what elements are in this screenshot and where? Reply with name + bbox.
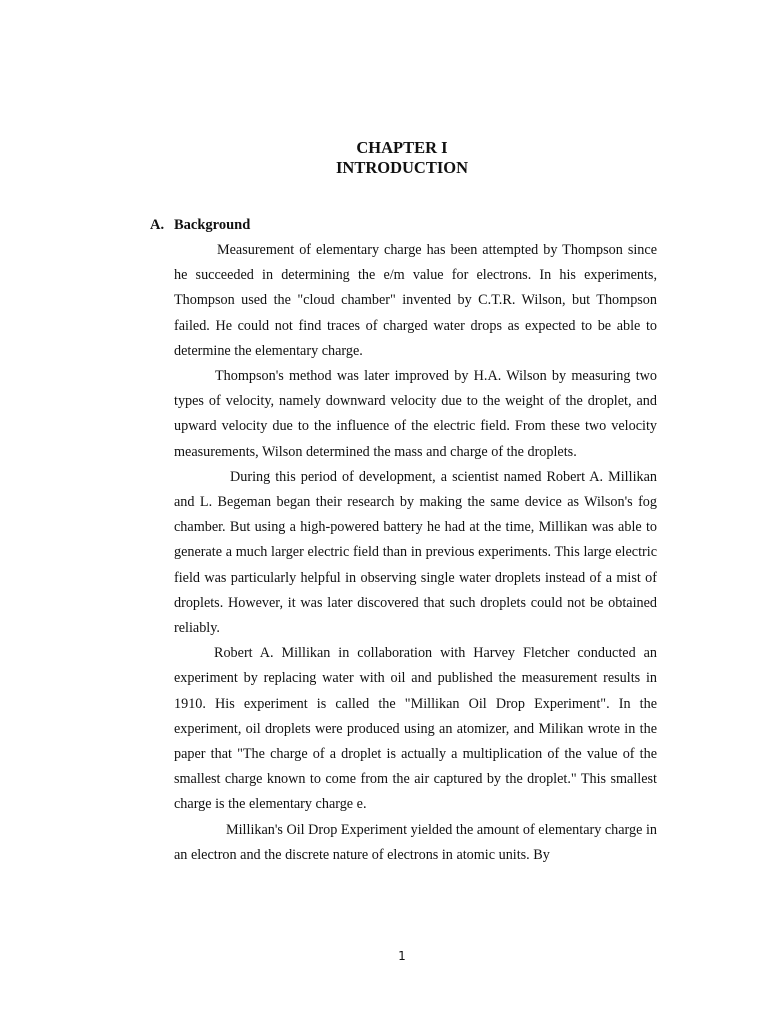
paragraph-5: Millikan's Oil Drop Experiment yielded the amount of elementary charge in an electron and the discrete nature of electrons in atomic units. By xyxy=(174,821,657,863)
paragraph-4: Robert A. Millikan in collaboration with Harvey Fletcher conducted an experiment by replacing water with oil and published the measurement results in 1910. His experiment is called the "Millikan Oil Drop Experiment". In the experiment, oil droplets were produced using an atomizer, and Milikan wrote in the paper that "The charge of a droplet is actually a multiplication of the value of the smallest charge known to come from the air captured by the droplet." This smallest charge is the elementary charge e. xyxy=(174,645,657,813)
chapter-number: CHAPTER I xyxy=(356,138,448,157)
section-heading xyxy=(150,215,250,235)
page-number: 1 xyxy=(398,949,406,963)
body-text xyxy=(174,238,657,868)
paragraph-2: Thompson's method was later improved by H.A. Wilson by measuring two types of velocity, namely downward velocity due to the weight of the droplet, and upward velocity due to the influence of the electric field. From these two velocity measurements, Wilson determined the mass and charge of the droplets. xyxy=(174,368,657,460)
paragraph-1: Measurement of elementary charge has been attempted by Thompson since he succeeded in determining the e/m value for electrons. In his experiments, Thompson used the "cloud chamber" invented by C.T.R. Wilson, but Thompson failed. He could not find traces of charged water drops as expected to be able to determine the elementary charge. xyxy=(174,242,657,359)
paragraph-3: During this period of development, a scientist named Robert A. Millikan and L. Begeman began their research by making the same device as Wilson's fog chamber. But using a high-powered battery he had at the time, Millikan was able to generate a much larger electric field than in previous experiments. This large electric field was particularly helpful in observing single water droplets instead of a mist of droplets. However, it was later discovered that such droplets could not be obtained reliably. xyxy=(174,468,657,637)
chapter-title: INTRODUCTION xyxy=(335,158,469,177)
section-title: Background xyxy=(174,217,251,233)
section-letter: A. xyxy=(150,217,165,233)
